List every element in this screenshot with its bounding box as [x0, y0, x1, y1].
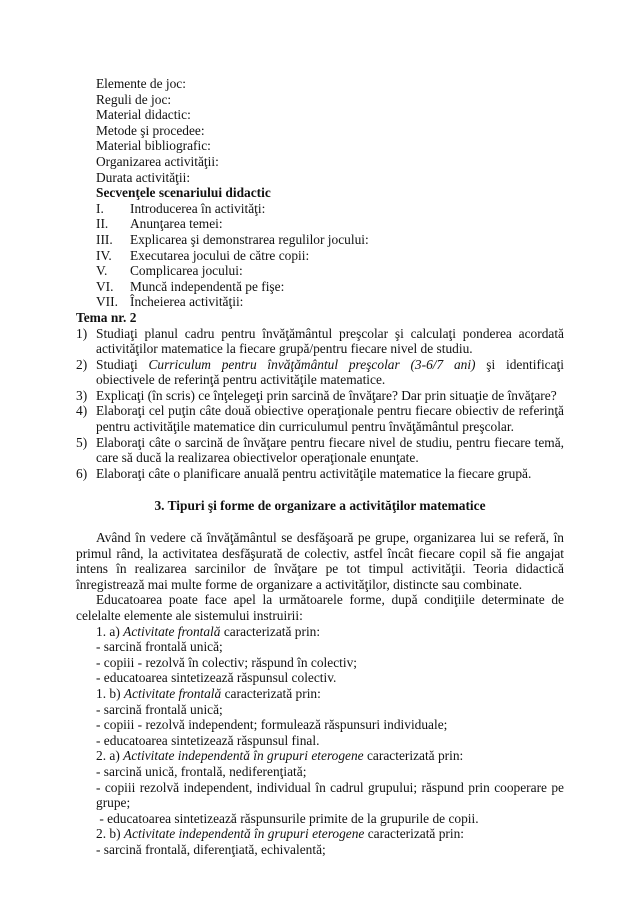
sequence-text: Executarea jocului de către copii:: [130, 247, 310, 263]
form-item: - sarcină frontală, diferenţiată, echivalentă;: [96, 841, 326, 857]
form-suffix: caracterizată prin:: [220, 623, 321, 639]
form-item: - educatoarea sintetizează răspunsul colectiv.: [96, 670, 337, 686]
sequence-text: Introducerea în activităţi:: [130, 200, 266, 216]
sequence-item: [96, 294, 564, 310]
task-number: 2): [76, 356, 88, 372]
form-heading: [96, 748, 564, 764]
task-text: Elaboraţi câte o planificare anuală pentru activităţile matematice la fiecare grupă.: [96, 465, 532, 481]
sequence-number: I.: [96, 200, 104, 216]
field-label: Organizarea activităţii:: [96, 153, 219, 169]
document-page: [76, 76, 564, 858]
form-title: Activitate independentă în grupuri eterogene: [123, 826, 365, 842]
sequence-item: [96, 279, 564, 295]
form-item: - educatoarea sintetizează răspunsul final.: [96, 732, 320, 748]
sequence-text: Muncă independentă pe fişe:: [130, 278, 285, 294]
task-number: 5): [76, 434, 88, 450]
sequence-item: [96, 201, 564, 217]
form-item: - copiii - rezolvă în colectiv; răspund în colectiv;: [96, 654, 358, 670]
task-text-post: şi identificaţi obiectivele de referinţă pentru activităţile matematice.: [96, 356, 564, 388]
task-text: Elaboraţi câte o sarcină de învăţare pentru fiecare nivel de studiu, pentru fiecare temă, care să ducă la realizarea obiectivelor operaţionale enunţate.: [96, 434, 564, 466]
task-text: [96, 357, 564, 388]
form-title: Activitate independentă în grupuri eterogene: [123, 748, 364, 764]
form-title: Activitate frontală: [123, 623, 221, 639]
paragraph: Educatoarea poate face apel la următoarele forme, după condiţiile determinate de celelalte elemente ale sistemului instruirii:: [76, 592, 564, 623]
form-item: - sarcină frontală unică;: [96, 701, 223, 717]
sequence-item: [96, 263, 564, 279]
sequence-text: Anunţarea temei:: [130, 216, 223, 232]
form-prefix: 2. a): [96, 748, 124, 764]
form-item: - sarcină unică, frontală, nediferenţiată;: [96, 763, 307, 779]
sequence-number: III.: [96, 231, 113, 247]
task-item: [76, 403, 564, 434]
field-label: Material bibliografic:: [96, 138, 211, 154]
form-title: Activitate frontală: [123, 685, 222, 701]
section-heading: 3. Tipuri şi forme de organizare a activităţilor matematice: [154, 498, 486, 514]
task-text-pre: Studiaţi: [96, 356, 149, 372]
task-text: Elaboraţi cel puţin câte două obiective operaţionale pentru fiecare obiectiv de referinţă pentru activităţile matematice din curriculumul pentru învăţământul preşcolar.: [96, 403, 564, 435]
task-item: [76, 326, 564, 357]
sequence-text: Explicarea şi demonstrarea regulilor jocului:: [130, 231, 369, 247]
task-number: 4): [76, 403, 88, 419]
form-prefix: 1. a): [96, 623, 124, 639]
form-heading: [96, 686, 564, 702]
sequence-item: [96, 232, 564, 248]
form-suffix: caracterizată prin:: [221, 685, 321, 701]
form-item: - educatoarea sintetizează răspunsurile primite de la grupurile de copii.: [96, 810, 479, 826]
task-number: 6): [76, 465, 88, 481]
form-prefix: 1. b): [96, 685, 124, 701]
task-item: [76, 466, 564, 482]
task-list: [76, 326, 564, 482]
task-item: [76, 388, 564, 404]
task-text: Explicaţi (în scris) ce înţelegeţi prin sarcină de învăţare? Dar prin situaţie de învăţare?: [96, 387, 557, 403]
sequence-number: V.: [96, 263, 108, 279]
sequence-item: [96, 248, 564, 264]
field-label: Durata activităţii:: [96, 169, 191, 185]
task-text: Studiaţi planul cadru pentru învăţământul preşcolar şi calculaţi ponderea acordată activităţilor matematice la fiecare grupă/pentru fiecare nivel de studiu.: [96, 325, 564, 357]
task-number: 1): [76, 325, 88, 341]
curriculum-title: Curriculum pentru învăţământul preşcolar (3-6/7 ani): [148, 356, 476, 372]
form-suffix: caracterizată prin:: [364, 826, 465, 842]
tema-title: Tema nr. 2: [76, 309, 137, 325]
sequence-number: II.: [96, 216, 109, 232]
sequence-text: Încheierea activităţii:: [130, 294, 244, 310]
form-item: - copiii rezolvă independent, individual în cadrul grupului; răspund prin cooperare pe grupe;: [96, 779, 564, 811]
form-heading: [96, 624, 564, 640]
sequence-item: [96, 216, 564, 232]
forms-list: [76, 624, 564, 858]
field-label: Elemente de joc:: [96, 76, 186, 91]
task-number: 3): [76, 387, 88, 403]
task-item: [76, 357, 564, 388]
sequence-number: IV.: [96, 247, 112, 263]
field-label: Reguli de joc:: [96, 91, 172, 107]
task-item: [76, 435, 564, 466]
paragraph: Având în vedere că învăţământul se desfăşoară pe grupe, organizarea lui se referă, în primul rând, la activitatea desfăşurată de colectiv, astfel încât fiecare copil să fie angajat intens în realizarea sarcinilor de învăţare pe tot timpul activităţii. Teoria didactică înregistrează mai multe forme de organizare a activităţilor, distincte sau combinate.: [76, 530, 564, 592]
sequence-heading: Secvenţele scenariului didactic: [96, 185, 271, 201]
sequence-number: VI.: [96, 278, 114, 294]
sequence-number: VII.: [96, 294, 118, 310]
form-heading: [96, 826, 564, 842]
form-item: - sarcină frontală unică;: [96, 639, 223, 655]
form-suffix: caracterizată prin:: [363, 748, 464, 764]
field-label: Material didactic:: [96, 107, 191, 123]
project-fields: [76, 76, 564, 310]
form-item: - copiii - rezolvă independent; formulează răspunsuri individuale;: [96, 717, 448, 733]
sequence-text: Complicarea jocului:: [130, 263, 243, 279]
form-prefix: 2. b): [96, 826, 124, 842]
field-label: Metode şi procedee:: [96, 122, 205, 138]
